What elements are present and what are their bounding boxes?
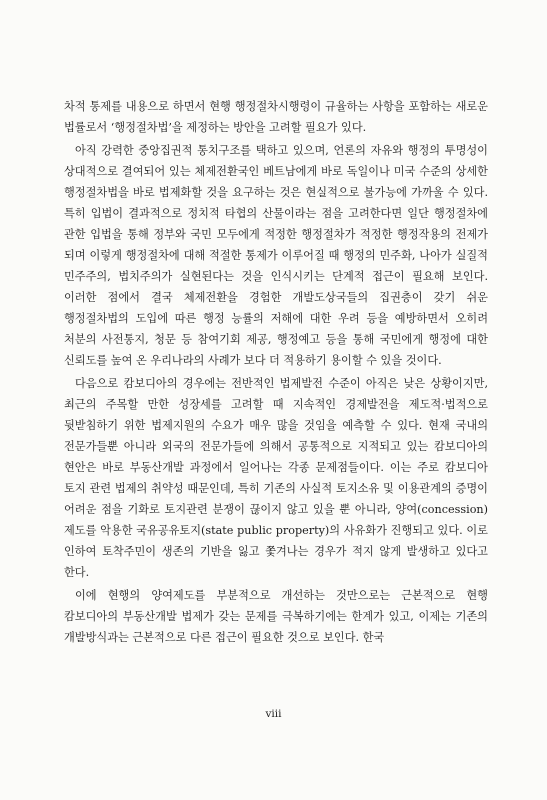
paragraph-1: 차적 통제를 내용으로 하면서 현행 행정절차시행령이 규율하는 사항을 포함하는 새로운 법률로서 ‘행정절차법’을 제정하는 방안을 고려할 필요가 있다. bbox=[64, 100, 488, 134]
page-number: viii bbox=[265, 708, 282, 720]
paragraph-2: 아직 강력한 중앙집권적 통치구조를 택하고 있으며, 언론의 자유와 행정의 투명성이 상대적으로 결여되어 있는 체제전환국인 베트남에게 바로 독일이나 미국 수준의 상세한 행정절차법을 바로 법제화할 것을 요구하는 것은 현실적으로 불가능에 가까울 수 있다. 특히 입법이 결과적으로 정치적 타협의 산물이라는 점을 고려한다면 일단 행정절차에 관한 입법을 통해 정부와 국민 모두에게 적정한 행정절차가 적정한 행정작용의 전제가 되며 이렇게 행정절차에 대해 적절한 통제가 이루어질 때 행정의 민주화, 나아가 실질적 민주주의, 법치주의가 실현된다는 것을 인식시키는 단계적 접근이 필요해 보인다. 이러한 점에서 결국 체제전환을 경험한 개발도상국들의 집권층이 갖기 쉬운 행정절차법의 도입에 따른 행정 능률의 저해에 대한 우려 등을 예방하면서 오히려 처분의 사전통지, 청문 등 참여기회 제공, 행정예고 등을 통해 국민에게 행정에 대한 신뢰도를 높여 온 우리나라의 사례가 보다 더 적용하기 용이할 수 있을 것이다. bbox=[64, 144, 488, 367]
body-text bbox=[64, 96, 488, 648]
paragraph-3: 다음으로 캄보디아의 경우에는 전반적인 법제발전 수준이 아직은 낮은 상황이지만, 최근의 주목할 만한 성장세를 고려할 때 지속적인 경제발전을 제도적·법적으로 뒷받침하기 위한 법제지원의 수요가 매우 많을 것임을 예측할 수 있다. 현재 국내의 전문가들뿐 아니라 외국의 전문가들에 의해서 공통적으로 지적되고 있는 캄보디아의 현안은 바로 부동산개발 과정에서 일어나는 각종 문제점들이다. 이는 주로 캄보디아 토지 관련 법제의 취약성 때문인데, 특히 기존의 사실적 토지소유 및 이용관계의 증명이 어려운 점을 기화로 토지관련 분쟁이 끊이지 않고 있을 뿐 아니라, 양여(concession) 제도를 악용한 국유공유토지(state public property)의 사유화가 진행되고 있다. 이로 인하여 토착주민이 생존의 기반을 잃고 쫓겨나는 경우가 적지 않게 발생하고 있다고 한다. bbox=[64, 377, 488, 579]
paragraph-4: 이에 현행의 양여제도를 부분적으로 개선하는 것만으로는 근본적으로 현행 캄보디아의 부동산개발 법제가 갖는 문제를 극복하기에는 한계가 있고, 이제는 기존의 개발방식과는 근본적으로 다른 접근이 필요한 것으로 보인다. 한국 bbox=[64, 589, 488, 644]
